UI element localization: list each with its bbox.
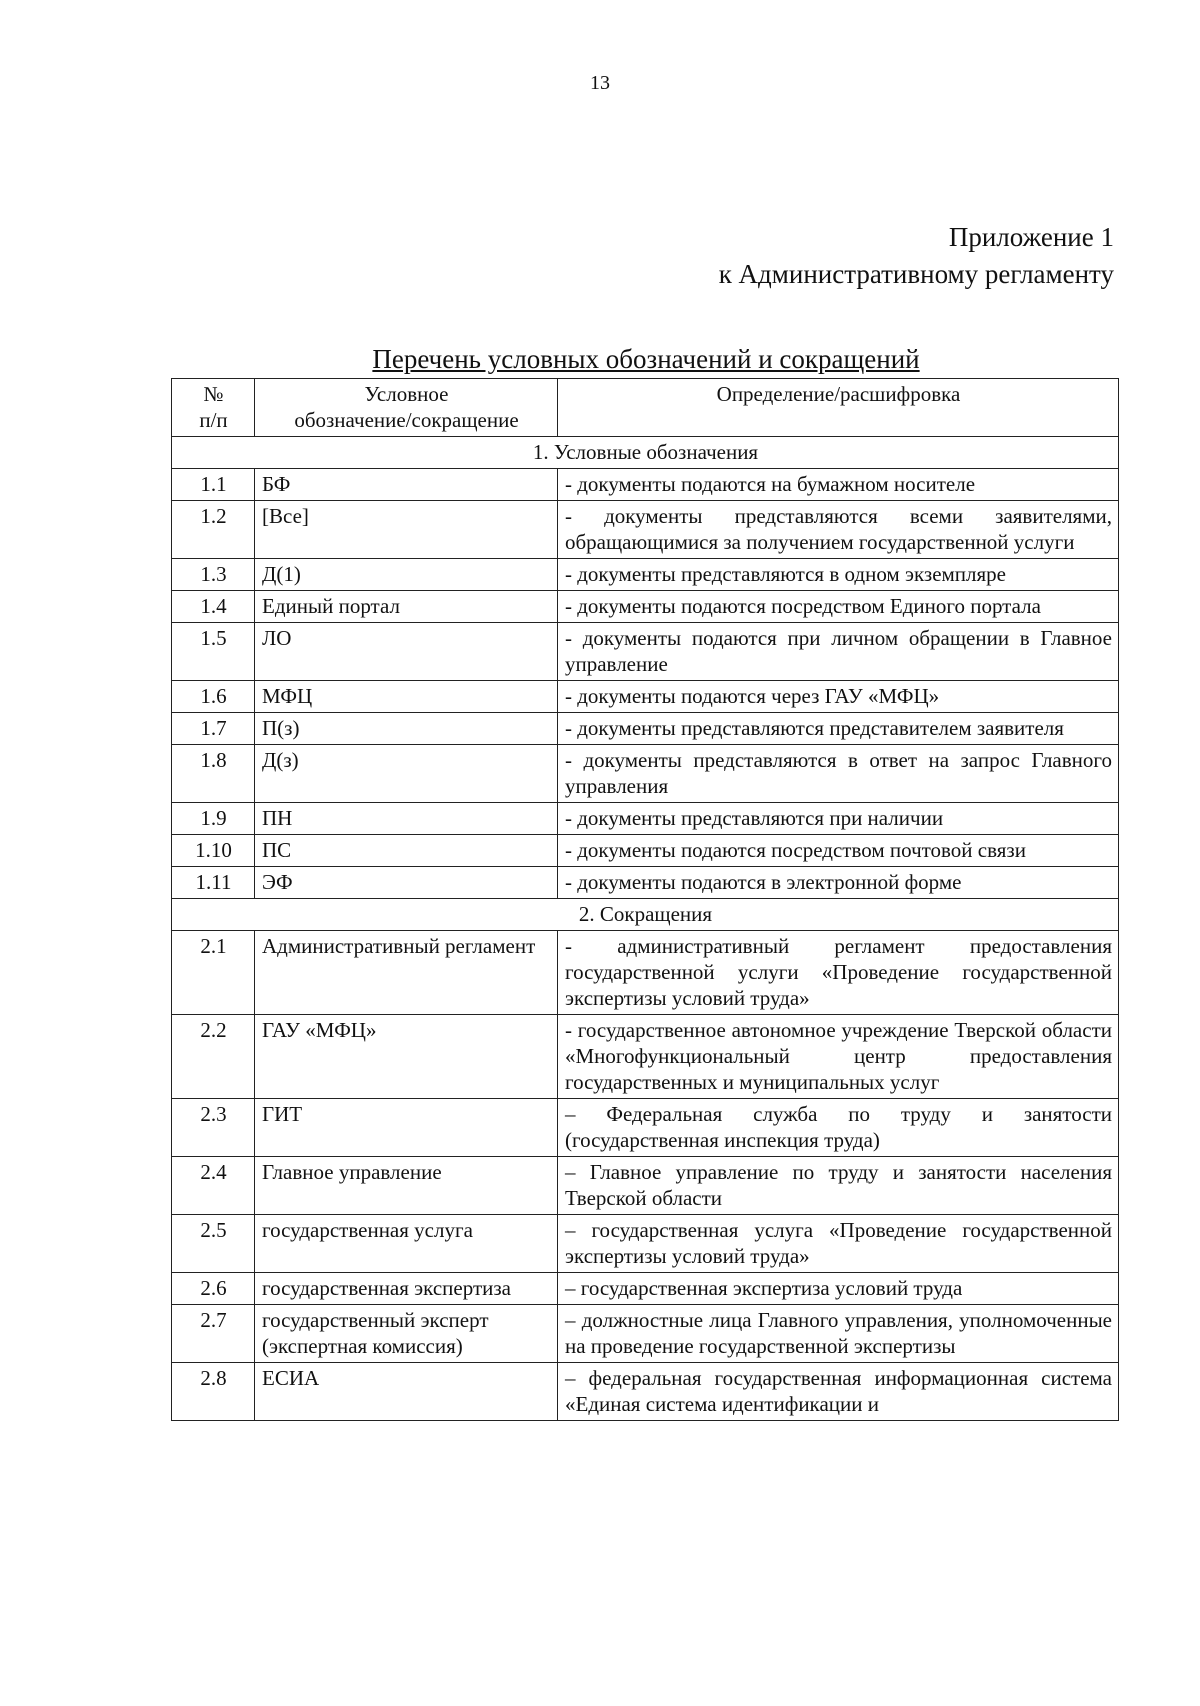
row-definition: – государственная услуга «Проведение государственной экспертизы условий труда» [558,1215,1119,1273]
row-definition: - документы подаются на бумажном носителе [558,469,1119,501]
table-row [172,623,1119,681]
row-number: 1.9 [172,803,255,835]
row-definition: - документы подаются посредством Единого портала [558,591,1119,623]
document-title: Перечень условных обозначений и сокращений [372,344,920,374]
row-term: БФ [255,469,558,501]
row-number: 1.6 [172,681,255,713]
row-number: 1.2 [172,501,255,559]
row-definition: - документы представляются представителем заявителя [558,713,1119,745]
table-header-row [172,379,1119,437]
table-row [172,469,1119,501]
header-number-line-1: № [203,382,224,406]
row-definition: – государственная экспертиза условий труда [558,1273,1119,1305]
row-definition: – Главное управление по труду и занятости населения Тверской области [558,1157,1119,1215]
row-term: ЭФ [255,867,558,899]
row-term: государственная услуга [255,1215,558,1273]
row-number: 1.1 [172,469,255,501]
table-row [172,835,1119,867]
table-row [172,745,1119,803]
page-number: 13 [590,72,610,94]
section-row [172,437,1119,469]
row-number: 1.3 [172,559,255,591]
header-term-line-2: обозначение/сокращение [294,408,519,432]
row-term: государственная экспертиза [255,1273,558,1305]
row-number: 1.7 [172,713,255,745]
row-term: государственный эксперт (экспертная комиссия) [255,1305,558,1363]
row-definition: - документы представляются при наличии [558,803,1119,835]
row-number: 2.4 [172,1157,255,1215]
row-number: 2.7 [172,1305,255,1363]
section-2-title: 2. Сокращения [172,899,1119,931]
row-number: 1.8 [172,745,255,803]
table-row [172,681,1119,713]
row-term: П(з) [255,713,558,745]
row-term: ЛО [255,623,558,681]
row-definition: - документы подаются посредством почтовой связи [558,835,1119,867]
section-row [172,899,1119,931]
appendix-header [719,219,1114,293]
row-definition: - документы подаются в электронной форме [558,867,1119,899]
row-definition: – федеральная государственная информационная система «Единая система идентификации и [558,1363,1119,1421]
row-term: ЕСИА [255,1363,558,1421]
row-number: 1.10 [172,835,255,867]
section-1-title: 1. Условные обозначения [172,437,1119,469]
row-definition: - документы представляются в одном экземпляре [558,559,1119,591]
row-term: ПН [255,803,558,835]
row-definition: - административный регламент предоставления государственной услуги «Проведение государственной экспертизы условий труда» [558,931,1119,1015]
table-row [172,1099,1119,1157]
table-row [172,931,1119,1015]
header-term-line-1: Условное [364,382,449,406]
table-row [172,1305,1119,1363]
row-number: 2.3 [172,1099,255,1157]
table-row [172,1363,1119,1421]
row-term: Д(1) [255,559,558,591]
header-number-line-2: п/п [199,408,228,432]
row-number: 2.8 [172,1363,255,1421]
table-row [172,559,1119,591]
row-term: МФЦ [255,681,558,713]
row-definition: - государственное автономное учреждение Тверской области «Многофункциональный центр предоставления государственных и муниципальных услуг [558,1015,1119,1099]
row-number: 1.4 [172,591,255,623]
table-row [172,867,1119,899]
row-term: Главное управление [255,1157,558,1215]
table-row [172,1157,1119,1215]
row-definition: - документы подаются через ГАУ «МФЦ» [558,681,1119,713]
row-number: 2.1 [172,931,255,1015]
row-term: Д(з) [255,745,558,803]
header-term [255,379,558,437]
row-term: ГАУ «МФЦ» [255,1015,558,1099]
row-number: 1.5 [172,623,255,681]
row-term: Единый портал [255,591,558,623]
table-row [172,803,1119,835]
row-term: ПС [255,835,558,867]
row-number: 1.11 [172,867,255,899]
table-row [172,1273,1119,1305]
table-row [172,1215,1119,1273]
row-number: 2.6 [172,1273,255,1305]
header-definition: Определение/расшифровка [558,379,1119,437]
abbreviations-table [171,378,1119,1421]
table-row [172,591,1119,623]
row-term: Административный регламент [255,931,558,1015]
table-row [172,1015,1119,1099]
row-definition: – Федеральная служба по труду и занятости (государственная инспекция труда) [558,1099,1119,1157]
row-definition: – должностные лица Главного управления, уполномоченные на проведение государственной экспертизы [558,1305,1119,1363]
row-definition: - документы подаются при личном обращении в Главное управление [558,623,1119,681]
row-number: 2.5 [172,1215,255,1273]
appendix-line-1: Приложение 1 [948,222,1114,252]
row-number: 2.2 [172,1015,255,1099]
appendix-line-2: к Административному регламенту [718,259,1114,289]
row-term: [Все] [255,501,558,559]
table-row [172,713,1119,745]
row-definition: - документы представляются всеми заявителями, обращающимися за получением государственной услуги [558,501,1119,559]
row-definition: - документы представляются в ответ на запрос Главного управления [558,745,1119,803]
header-number [172,379,255,437]
row-term: ГИТ [255,1099,558,1157]
table-row [172,501,1119,559]
